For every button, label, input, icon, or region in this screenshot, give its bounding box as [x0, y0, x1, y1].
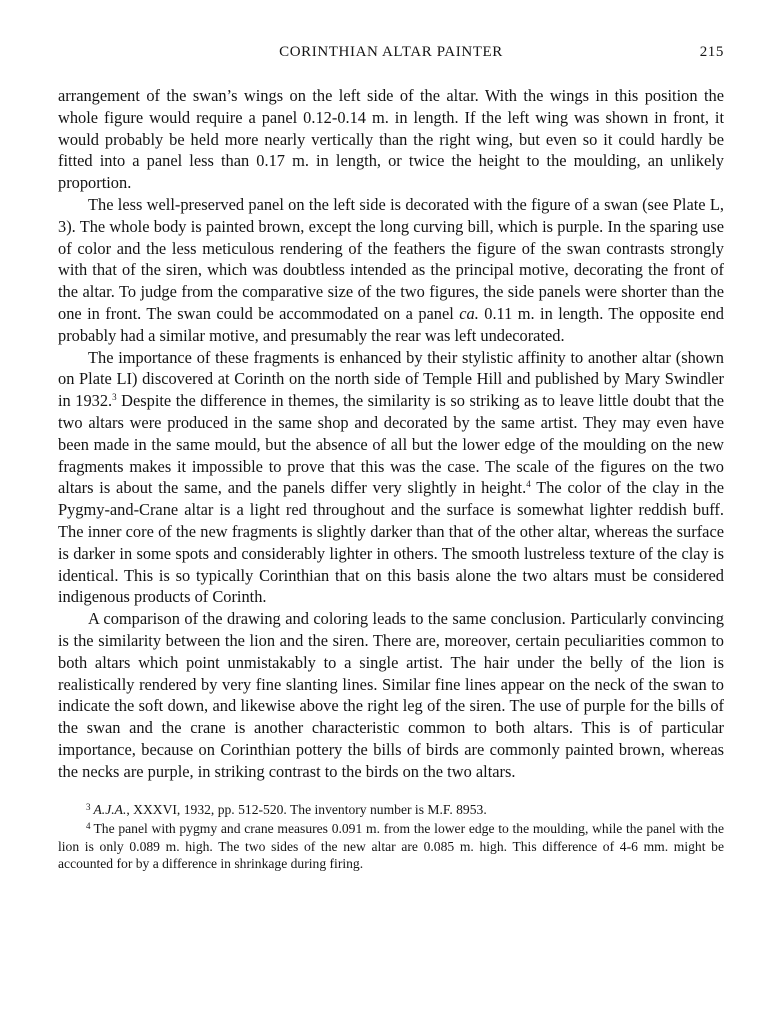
paragraph-2-text-b: 0.11 m. in length. The opposite end probably had a similar motive, and presumably the rear was left undecorated.	[58, 303, 724, 345]
running-head	[58, 44, 724, 68]
footnote-3-number: 3	[86, 801, 91, 812]
paragraph-3	[58, 347, 724, 609]
footnote-4-number: 4	[86, 821, 91, 832]
footnote-3	[58, 799, 724, 819]
page	[58, 44, 724, 873]
page-number: 215	[699, 44, 724, 60]
paragraph-2-text-a: The less well-preserved panel on the left side is decorated with the figure of a swan (see Plate L, 3). The whole body is painted brown, except the long curving bill, which is purple. In the sparing use of color and the less meticulous rendering of the feathers the figure of the swan contrasts strongly with that of the siren, which was doubtless intended as the principal motive, decorating the front of the altar. To judge from the comparative size of the two figures, the side panels were shorter than the one in front. The swan could be accommodated on a panel	[58, 194, 724, 323]
running-title: CORINTHIAN ALTAR PAINTER	[279, 44, 503, 60]
paragraph-3-text-c: The color of the clay in the Pygmy-and-Crane altar is a light red throughout and the surface is somewhat lighter reddish buff. The inner core of the new fragments is slightly darker than that of the other altar, whereas the surface is darker in some spots and considerably lighter in others. The smooth lustreless texture of the clay is identical. This is so typically Corinthian that on this basis alone the two altars must be considered indigenous products of Corinth.	[58, 478, 724, 607]
footnote-3-journal: A.J.A.	[93, 801, 127, 817]
paragraph-4: A comparison of the drawing and coloring leads to the same conclusion. Particularly convincing is the similarity between the lion and the siren. There are, moreover, certain peculiarities common to both altars which point unmistakably to a single artist. The hair under the belly of the lion is realistically rendered by very fine slanting lines. Similar fine lines appear on the neck of the swan to indicate the soft down, and likewise above the right leg of the siren. The use of purple for the bills of the swan and the crane is another characteristic common to both altars. This is of particular importance, because on Corinthian pottery the bills of birds are commonly painted brown, whereas the necks are purple, in striking contrast to the birds on the two altars.	[58, 609, 724, 781]
footnote-4	[58, 818, 724, 873]
footnotes	[58, 799, 724, 873]
footnote-ref-4[interactable]: 4	[526, 479, 531, 490]
paragraph-3-text-b: Despite the difference in themes, the similarity is so striking as to leave little doubt that the two altars were produced in the same shop and decorated by the same artist. They may even have been made in the same mould, but the absence of all but the lower edge of the moulding on the new fragments makes it impossible to prove that this was the case. The scale of the figures on the two altars is about the same, and the panels differ very slightly in height.	[58, 391, 724, 498]
paragraph-2	[58, 194, 724, 347]
footnote-4-text: The panel with pygmy and crane measures 0.091 m. from the lower edge to the moulding, while the panel with the lion is only 0.089 m. high. The two sides of the new altar are 0.085 m. high. This difference of 4-6 mm. might be accounted for by a difference in shrinkage during firing.	[58, 821, 724, 872]
body-text	[58, 85, 724, 783]
paragraph-1: arrangement of the swan’s wings on the left side of the altar. With the wings in this position the whole figure would require a panel 0.12-0.14 m. in length. If the left wing was shown in front, it would probably be held more nearly vertically than the right wing, but even so it could hardly be fitted into a panel less than 0.17 m. in length, or twice the height to the moulding, an unlikely proportion.	[58, 86, 724, 193]
paragraph-3-text-a: The importance of these fragments is enhanced by their stylistic affinity to another altar (shown on Plate LI) discovered at Corinth on the north side of Temple Hill and published by Mary Swindler in 1932.	[58, 347, 724, 411]
circa-abbrev: ca.	[459, 303, 479, 323]
footnote-3-text: , XXXVI, 1932, pp. 512-520. The inventory number is M.F. 8953.	[126, 801, 487, 817]
footnote-ref-3[interactable]: 3	[112, 392, 117, 403]
